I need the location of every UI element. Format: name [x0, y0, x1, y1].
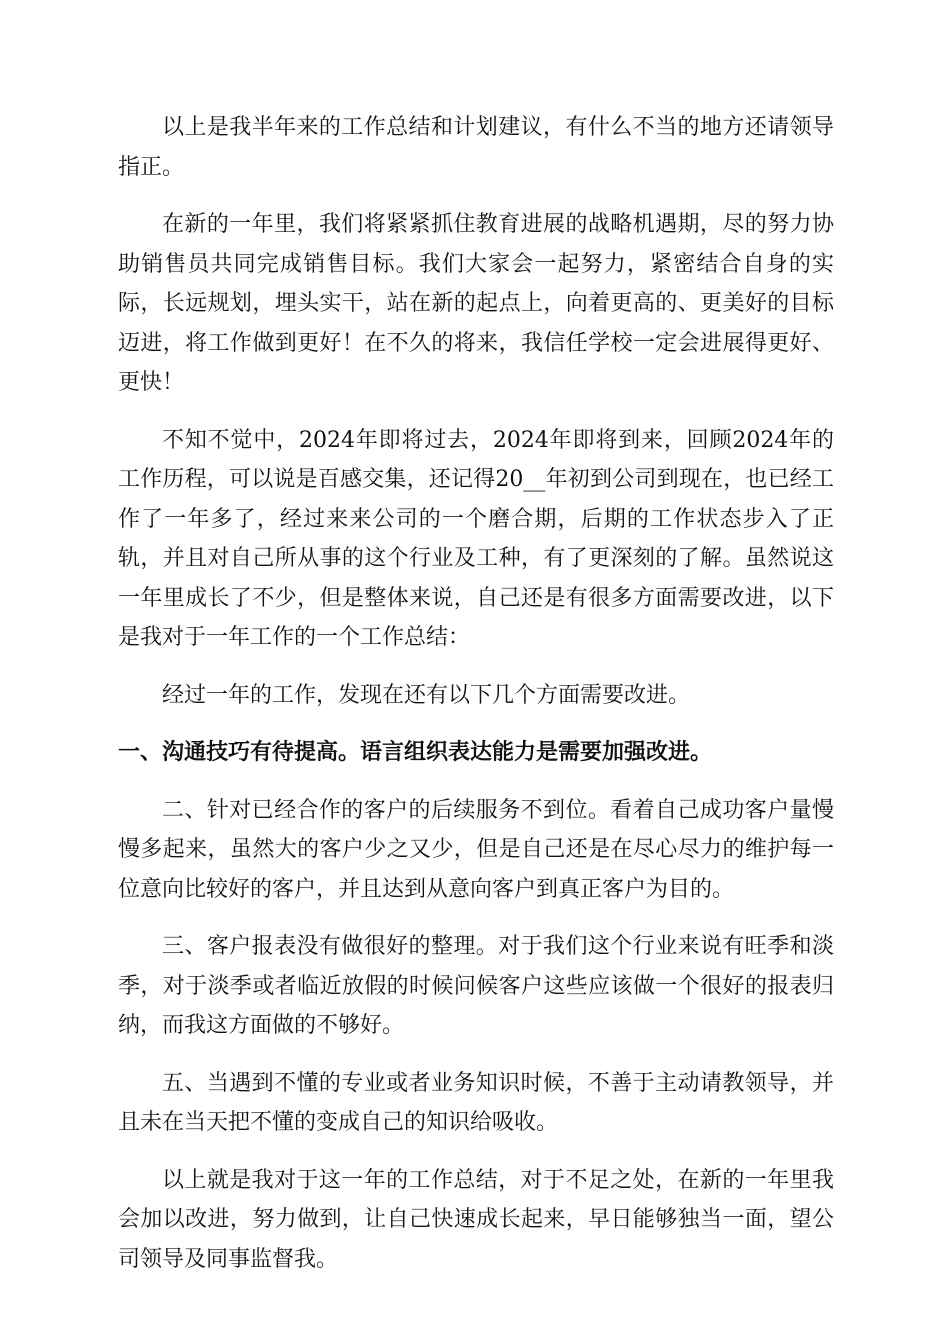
paragraph-year-review: 不知不觉中，2024年即将过去，2024年即将到来，回顾2024年的工作历程，可以说是百感交集，还记得20__年初到公司到现在，也已经工作了一年多了，经过来来公司的一个磨合期，后期的工作状态步入了正轨，并且对自己所从事的这个行业及工种，有了更深刻的了解。虽然说这一年里成长了不少，但是整体来说，自己还是有很多方面需要改进，以下是我对于一年工作的一个工作总结： — [118, 427, 834, 650]
heading-communication-skills: 一、沟通技巧有待提高。语言组织表达能力是需要加强改进。 — [118, 739, 713, 765]
paragraph-client-service: 二、针对已经合作的客户的后续服务不到位。看着自己成功客户量慢慢多起来，虽然大的客户少之又少，但是自己还是在尽心尽力的维护每一位意向比较好的客户，并且达到从意向客户到真正客户为目的。 — [118, 797, 834, 902]
paragraph-closing-half-year: 以上是我半年来的工作总结和计划建议，有什么不当的地方还请领导指正。 — [118, 115, 834, 180]
paragraph-new-year-plan: 在新的一年里，我们将紧紧抓住教育进展的战略机遇期，尽的努力协助销售员共同完成销售目标。我们大家会一起努力，紧密结合自身的实际，长远规划，埋头实干，站在新的起点上，向着更高的、更美好的目标迈进，将工作做到更好！在不久的将来，我信任学校一定会进展得更好、更快！ — [118, 212, 834, 395]
paragraph-conclusion: 以上就是我对于这一年的工作总结，对于不足之处，在新的一年里我会加以改进，努力做到，让自己快速成长起来，早日能够独当一面，望公司领导及同事监督我。 — [118, 1167, 834, 1272]
document-page — [118, 108, 834, 1297]
paragraph-learning-knowledge: 五、当遇到不懂的专业或者业务知识时候，不善于主动请教领导，并且未在当天把不懂的变成自己的知识给吸收。 — [118, 1070, 834, 1135]
paragraph-client-reports: 三、客户报表没有做很好的整理。对于我们这个行业来说有旺季和淡季，对于淡季或者临近放假的时候问候客户这些应该做一个很好的报表归纳，而我这方面做的不够好。 — [118, 934, 834, 1038]
paragraph-improvement-intro: 经过一年的工作，发现在还有以下几个方面需要改进。 — [162, 682, 691, 708]
